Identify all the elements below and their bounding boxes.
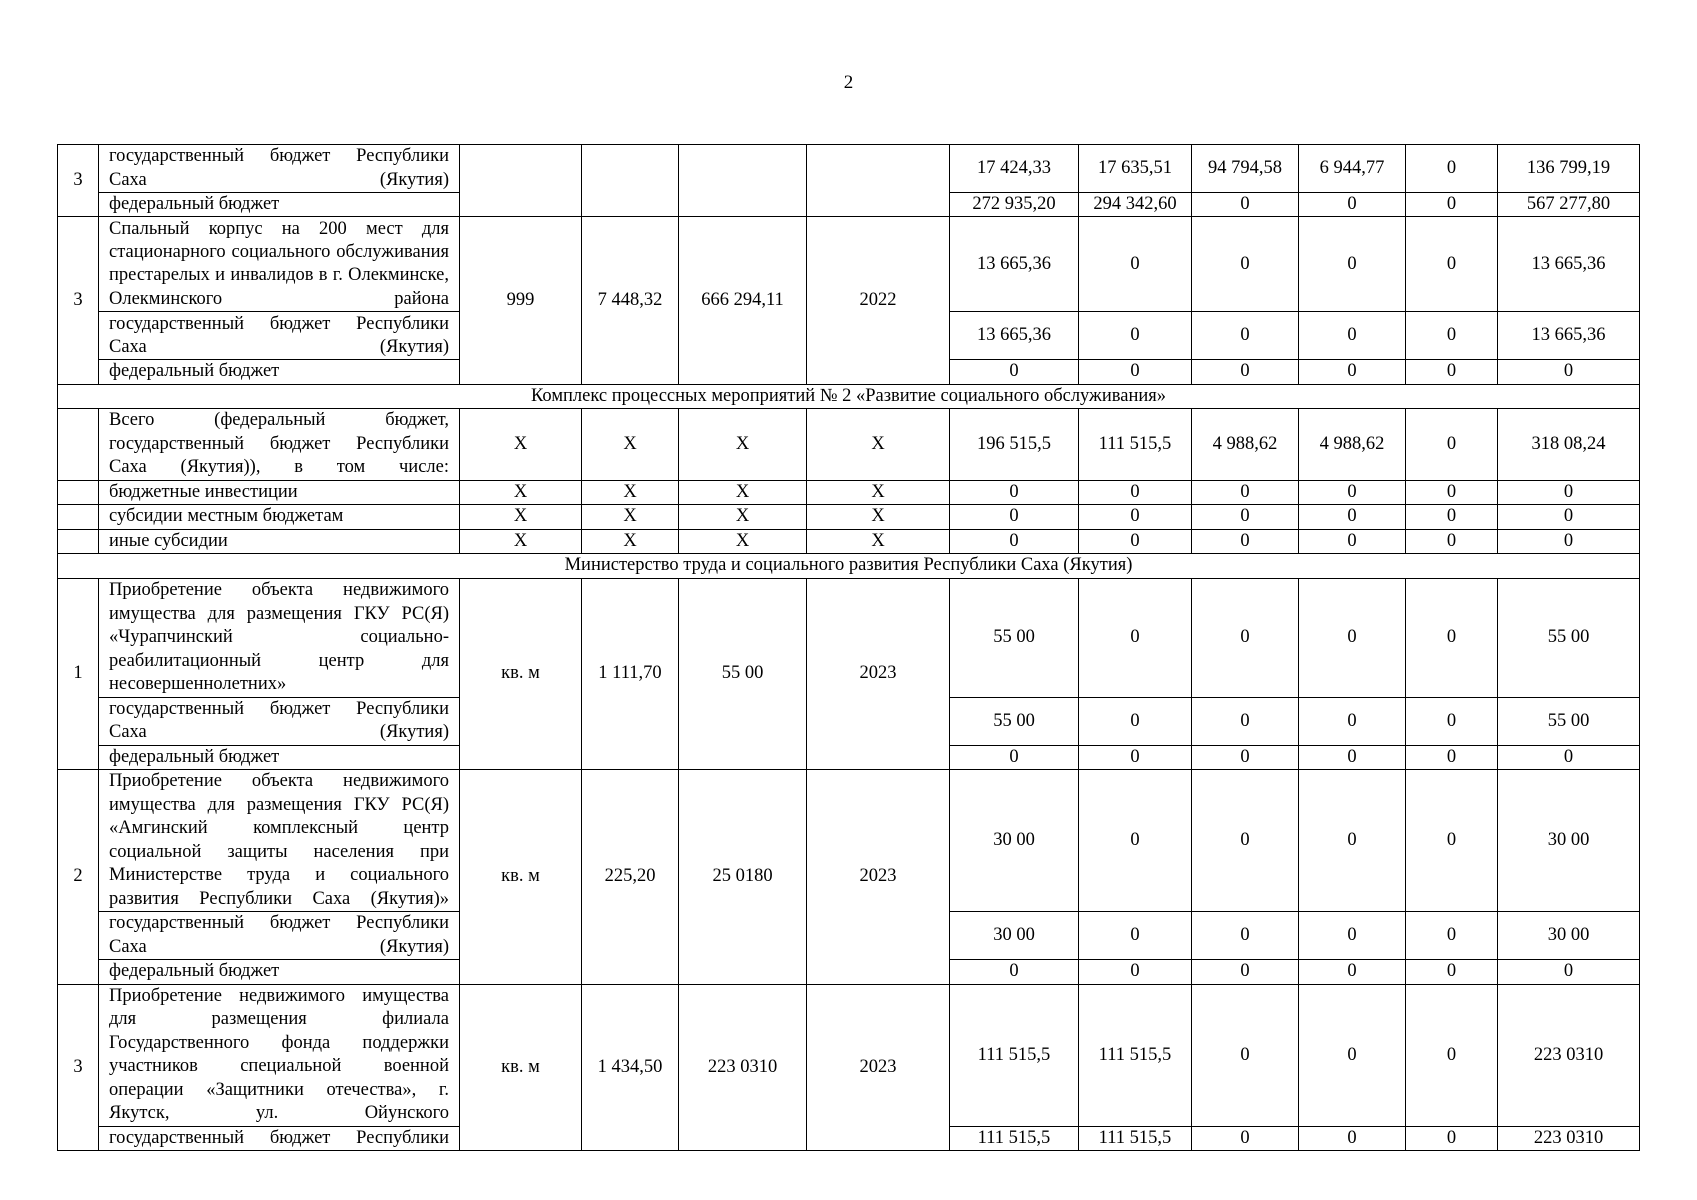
table-cell: Х (807, 409, 950, 480)
table-cell: 55 00 (950, 578, 1079, 697)
table-cell: 4 988,62 (1299, 409, 1406, 480)
table-cell: 0 (1192, 1126, 1299, 1150)
table-cell: Х (582, 409, 679, 480)
table-cell: 55 00 (950, 697, 1079, 745)
table-cell: Спальный корпус на 200 мест для стационарного социального обслуживания престарелых и инвалидов в г. Олекминске, Олекминского района (99, 217, 460, 312)
table-cell: бюджетные инвестиции (99, 480, 460, 504)
table-cell: 272 935,20 (950, 193, 1079, 217)
table-cell: 2023 (807, 770, 950, 984)
table-cell: 0 (1079, 529, 1192, 553)
table-cell (460, 145, 582, 217)
table-cell: 0 (1299, 578, 1406, 697)
table-cell: 0 (950, 480, 1079, 504)
table-cell: 223 0310 (1498, 984, 1640, 1126)
table-cell: 0 (1299, 480, 1406, 504)
table-cell: 3 (58, 217, 99, 384)
table-cell: 0 (1079, 578, 1192, 697)
table-cell: 0 (1498, 360, 1640, 384)
table-cell: 17 424,33 (950, 145, 1079, 193)
table-cell: Х (582, 505, 679, 529)
table-cell: 0 (1192, 193, 1299, 217)
table-cell: 2 (58, 770, 99, 984)
table-row (58, 217, 1640, 312)
table-cell: Х (807, 529, 950, 553)
table-cell: 0 (1406, 1126, 1498, 1150)
table-cell: 13 665,36 (950, 312, 1079, 360)
table-cell: 0 (1079, 480, 1192, 504)
table-cell: 0 (1192, 984, 1299, 1126)
table-cell: 0 (1192, 745, 1299, 769)
table-row (58, 984, 1640, 1126)
table-cell: 3 (58, 984, 99, 1150)
table-cell: 0 (1299, 217, 1406, 312)
table-cell: 0 (1498, 960, 1640, 984)
table-cell: иные субсидии (99, 529, 460, 553)
table-cell: 0 (1406, 312, 1498, 360)
table-cell: Приобретение объекта недвижимого имущества для размещения ГКУ РС(Я) «Чурапчинский социально-реабилитационный центр для несовершеннолетних» (99, 578, 460, 697)
table-cell: 0 (1079, 505, 1192, 529)
table-cell: 55 00 (1498, 697, 1640, 745)
table-cell: 666 294,11 (679, 217, 807, 384)
table-row (58, 505, 1640, 529)
table-cell: 2022 (807, 217, 950, 384)
table-cell: 0 (950, 529, 1079, 553)
table-cell: 0 (1299, 529, 1406, 553)
table-cell: 0 (1406, 984, 1498, 1126)
table-cell: государственный бюджет Республики (99, 1126, 460, 1150)
table-cell: 111 515,5 (1079, 1126, 1192, 1150)
table-cell: 13 665,36 (1498, 217, 1640, 312)
table-cell: 4 988,62 (1192, 409, 1299, 480)
table-cell: 0 (1406, 960, 1498, 984)
table-cell: государственный бюджет Республики Саха (Якутия) (99, 145, 460, 193)
table-cell: 0 (1299, 912, 1406, 960)
table-cell: государственный бюджет Республики Саха (Якутия) (99, 312, 460, 360)
table-cell: 196 515,5 (950, 409, 1079, 480)
table-cell: 0 (1406, 770, 1498, 912)
table-cell: 294 342,60 (1079, 193, 1192, 217)
table-cell: Х (460, 529, 582, 553)
table-cell: 318 08,24 (1498, 409, 1640, 480)
table-cell: 0 (1192, 480, 1299, 504)
table-cell: 0 (1406, 217, 1498, 312)
table-cell: 223 0310 (679, 984, 807, 1150)
table-cell: 0 (1079, 312, 1192, 360)
table-cell: Х (460, 505, 582, 529)
table-cell: 0 (1079, 912, 1192, 960)
table-cell: 111 515,5 (1079, 409, 1192, 480)
table-cell: 1 (58, 578, 99, 769)
table-cell: 0 (1406, 193, 1498, 217)
table-cell: Приобретение объекта недвижимого имущества для размещения ГКУ РС(Я) «Амгинский комплексный центр социальной защиты населения при Министерстве труда и социального развития Республики Саха (Якутия)» (99, 770, 460, 912)
table-cell (679, 145, 807, 217)
table-cell: 30 00 (950, 770, 1079, 912)
table-cell: 0 (1498, 745, 1640, 769)
table-cell: государственный бюджет Республики Саха (Якутия) (99, 697, 460, 745)
table-cell: кв. м (460, 578, 582, 769)
table-cell: 0 (1498, 529, 1640, 553)
table-cell: Х (807, 505, 950, 529)
table-cell: 0 (1192, 912, 1299, 960)
table-cell: 0 (1079, 217, 1192, 312)
table-cell (58, 529, 99, 553)
table-cell: 0 (1079, 360, 1192, 384)
table-cell: 0 (1299, 505, 1406, 529)
table-cell: 0 (1406, 529, 1498, 553)
table-cell: 225,20 (582, 770, 679, 984)
table-cell: 0 (950, 960, 1079, 984)
table-cell: 2023 (807, 984, 950, 1150)
table-cell: 2023 (807, 578, 950, 769)
table-cell: 30 00 (1498, 912, 1640, 960)
table-cell: федеральный бюджет (99, 745, 460, 769)
table-cell: 0 (950, 505, 1079, 529)
section-header-cell: Комплекс процессных мероприятий № 2 «Развитие социального обслуживания» (58, 384, 1640, 408)
table-row (58, 384, 1640, 408)
table-cell: кв. м (460, 984, 582, 1150)
table-cell: 0 (1406, 145, 1498, 193)
table-cell: 0 (1299, 360, 1406, 384)
table-cell: 0 (1079, 697, 1192, 745)
table-cell: Х (679, 480, 807, 504)
table-cell: 55 00 (679, 578, 807, 769)
table-cell: 0 (1406, 480, 1498, 504)
table-row (58, 480, 1640, 504)
table-row (58, 145, 1640, 193)
table-cell: 0 (1192, 360, 1299, 384)
table-cell: 0 (1079, 745, 1192, 769)
table-cell: федеральный бюджет (99, 193, 460, 217)
table-cell: 30 00 (1498, 770, 1640, 912)
table-cell: 0 (1299, 312, 1406, 360)
table-cell: 111 515,5 (950, 984, 1079, 1126)
table-cell: 0 (1299, 745, 1406, 769)
table-cell: 0 (1406, 578, 1498, 697)
table-cell: федеральный бюджет (99, 960, 460, 984)
table-cell: субсидии местным бюджетам (99, 505, 460, 529)
table-cell (807, 145, 950, 217)
table-cell: 13 665,36 (950, 217, 1079, 312)
table-cell: 55 00 (1498, 578, 1640, 697)
table-row (58, 554, 1640, 578)
table-cell: 0 (1498, 480, 1640, 504)
table-cell: 0 (1192, 770, 1299, 912)
table-cell: 1 111,70 (582, 578, 679, 769)
table-cell: 0 (1299, 1126, 1406, 1150)
table-cell: 94 794,58 (1192, 145, 1299, 193)
table-cell: 223 0310 (1498, 1126, 1640, 1150)
table-cell: 30 00 (950, 912, 1079, 960)
table-cell: 0 (1192, 312, 1299, 360)
table-cell: 567 277,80 (1498, 193, 1640, 217)
budget-table (57, 144, 1640, 1151)
table-cell: 6 944,77 (1299, 145, 1406, 193)
table-cell (58, 505, 99, 529)
table-cell: 17 635,51 (1079, 145, 1192, 193)
table-cell: 999 (460, 217, 582, 384)
table-cell: 0 (1406, 697, 1498, 745)
table-cell: 0 (1192, 529, 1299, 553)
table-cell: 0 (1192, 505, 1299, 529)
table-cell: Всего (федеральный бюджет, государственный бюджет Республики Саха (Якутия)), в том числе: (99, 409, 460, 480)
table-row (58, 409, 1640, 480)
table-cell: Х (679, 409, 807, 480)
table-cell: 0 (1079, 960, 1192, 984)
table-cell: 0 (1299, 960, 1406, 984)
table-cell: 0 (1192, 697, 1299, 745)
table-cell: 0 (1406, 409, 1498, 480)
table-cell: Х (582, 529, 679, 553)
table-cell: Х (807, 480, 950, 504)
table-cell: 0 (1406, 360, 1498, 384)
table-cell: 0 (1299, 770, 1406, 912)
table-cell: 111 515,5 (1079, 984, 1192, 1126)
table-cell: 0 (1299, 697, 1406, 745)
table-row (58, 529, 1640, 553)
table-cell: Приобретение недвижимого имущества для размещения филиала Государственного фонда поддержки участников специальной военной операции «Защитники отечества», г. Якутск, ул. Ойунского (99, 984, 460, 1126)
table-cell: Х (679, 529, 807, 553)
table-cell: 0 (1406, 912, 1498, 960)
table-cell: Х (460, 409, 582, 480)
table-cell: 136 799,19 (1498, 145, 1640, 193)
table-row (58, 770, 1640, 912)
table-cell (58, 409, 99, 480)
table-cell: 0 (1192, 578, 1299, 697)
table-cell: 7 448,32 (582, 217, 679, 384)
table-cell: федеральный бюджет (99, 360, 460, 384)
table-cell: 0 (1299, 984, 1406, 1126)
table-cell: 13 665,36 (1498, 312, 1640, 360)
table-cell: 25 0180 (679, 770, 807, 984)
table-cell: 0 (950, 360, 1079, 384)
table-cell: Х (582, 480, 679, 504)
table-cell: 111 515,5 (950, 1126, 1079, 1150)
table-cell: 0 (950, 745, 1079, 769)
table-cell: 0 (1406, 505, 1498, 529)
table-cell (58, 480, 99, 504)
table-cell: Х (460, 480, 582, 504)
table-cell: 0 (1192, 960, 1299, 984)
table-cell: 1 434,50 (582, 984, 679, 1150)
table-cell: 0 (1498, 505, 1640, 529)
section-header-cell: Министерство труда и социального развития Республики Саха (Якутия) (58, 554, 1640, 578)
table-cell: Х (679, 505, 807, 529)
table-cell (582, 145, 679, 217)
table-cell: кв. м (460, 770, 582, 984)
table-cell: 0 (1079, 770, 1192, 912)
table-cell: 0 (1406, 745, 1498, 769)
table-row (58, 578, 1640, 697)
table-cell: государственный бюджет Республики Саха (Якутия) (99, 912, 460, 960)
table-cell: 0 (1192, 217, 1299, 312)
table-cell: 3 (58, 145, 99, 217)
page-number: 2 (843, 72, 854, 93)
table-cell: 0 (1299, 193, 1406, 217)
